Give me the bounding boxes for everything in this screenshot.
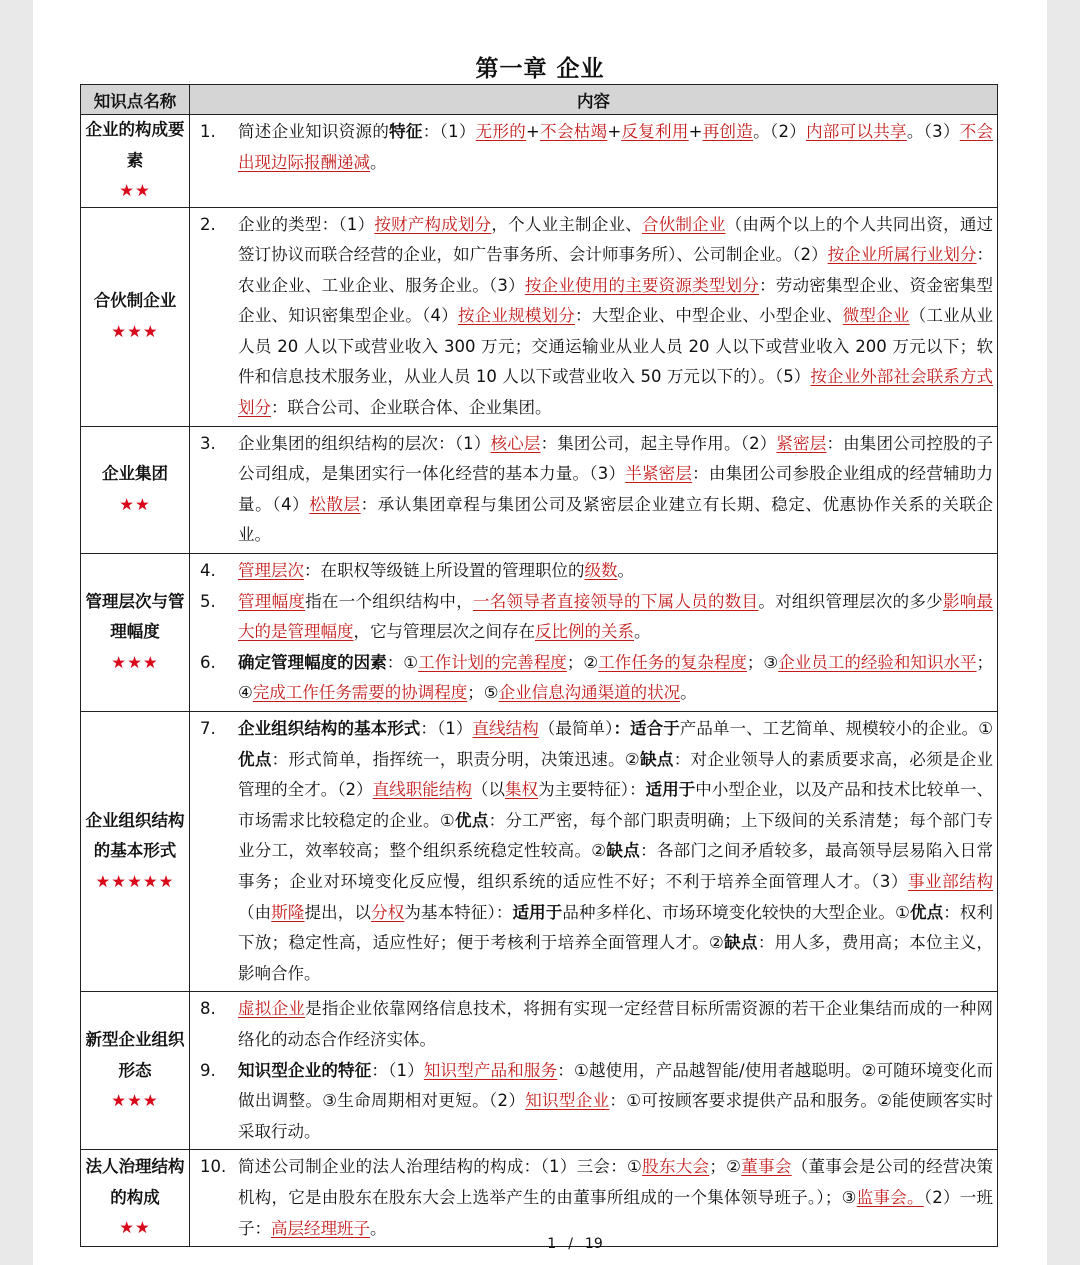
text-segment: ：（1） xyxy=(420,719,473,738)
key-term: 核心层 xyxy=(490,433,541,453)
key-term: 虚拟企业 xyxy=(238,999,306,1019)
bold-term: 优点 xyxy=(910,902,944,922)
content-cell xyxy=(190,115,998,208)
key-term: 管理幅度 xyxy=(238,591,306,611)
text-segment: ；② xyxy=(566,652,599,672)
text-segment: ：（1） xyxy=(371,1060,424,1080)
bold-term: ：适合于 xyxy=(613,719,680,738)
content-cell xyxy=(190,426,998,553)
key-term: 按企业外部社会联系方式划分 xyxy=(238,367,993,418)
item-text xyxy=(238,429,993,551)
item-number: 10. xyxy=(200,1157,227,1177)
bold-term: 缺点 xyxy=(606,841,641,861)
text-segment: 是指企业依靠网络信息技术，将拥有实现一定经营目标所需资源的若干企业集结而成的一种网络化的动态合作经济实体。 xyxy=(238,999,994,1049)
text-segment: 简述企业知识资源的 xyxy=(238,122,390,141)
bold-term: 确定管理幅度的因素 xyxy=(238,652,387,672)
key-term: 半紧密层 xyxy=(625,464,693,484)
content-cell xyxy=(190,712,998,992)
key-term: 监事会。 xyxy=(856,1187,924,1207)
key-term: 按企业规模划分 xyxy=(457,306,576,326)
knowledge-point-cell xyxy=(81,115,190,208)
content-cell xyxy=(190,992,998,1150)
key-term: 按财产构成划分 xyxy=(374,214,492,234)
importance-stars: ★★★★★ xyxy=(95,871,175,891)
item-text xyxy=(238,648,993,709)
key-term: 微型企业 xyxy=(842,306,910,326)
text-segment: ：各部门之间矛盾较多，最高领导层易陷入日常事务；企业对环境变化反应慢，组织系统的适应性不好；不利于培养全面管理人才。（3） xyxy=(238,841,994,891)
key-term: 董事会 xyxy=(741,1157,792,1177)
knowledge-point-cell xyxy=(81,712,190,992)
item-number: 2. xyxy=(200,214,216,234)
table-row xyxy=(81,1150,998,1247)
knowledge-table xyxy=(80,84,998,1247)
text-segment: 。 xyxy=(370,152,387,172)
text-segment: ：分工严密，每个部门职责明确；上下级间的关系清楚；每个部门专业分工，效率较高；整个组织系统稳定性较高。② xyxy=(238,810,994,861)
bold-term: 适用于 xyxy=(645,780,696,800)
importance-stars: ★★★ xyxy=(111,1091,159,1111)
knowledge-point-cell xyxy=(81,207,190,426)
text-segment: ：联合公司、企业联合体、企业集团。 xyxy=(271,398,552,418)
knowledge-point-name: 合伙制企业 xyxy=(93,291,177,311)
item-text xyxy=(238,994,993,1055)
text-segment: （以 xyxy=(471,780,505,800)
text-segment: + xyxy=(526,122,540,141)
bold-term: 企业组织结构的基本形式 xyxy=(238,719,421,738)
text-segment: 为基本特征）： xyxy=(404,902,513,922)
key-term: 完成工作任务需要的协调程度 xyxy=(252,683,468,703)
text-segment: 。（2） xyxy=(753,122,807,141)
bold-term: 优点 xyxy=(455,810,489,830)
text-segment: 。 xyxy=(680,683,697,703)
key-term: 再创造 xyxy=(702,122,754,141)
text-segment: ：形式简单，指挥统一，职责分明，决策迅速。② xyxy=(271,749,641,769)
text-segment: 简述公司制企业的法人治理结构的构成：（1）三会：① xyxy=(238,1157,643,1177)
header-content: 内容 xyxy=(190,85,998,115)
text-segment: ：① xyxy=(386,652,419,672)
text-segment: ：在职权等级链上所设置的管理职位的 xyxy=(304,561,585,581)
key-term: 集权 xyxy=(505,780,539,800)
text-segment: （由 xyxy=(238,902,272,922)
item-number: 6. xyxy=(200,652,216,672)
key-term: 松散层 xyxy=(309,494,361,514)
knowledge-point-name: 新型企业组织形态 xyxy=(85,1030,185,1080)
key-term: 一名领导者直接领导的下属人员的数目 xyxy=(472,591,759,611)
knowledge-point-name: 管理层次与管理幅度 xyxy=(85,591,185,642)
text-segment: 企业的类型：（1） xyxy=(238,214,375,234)
item-number: 3. xyxy=(200,433,216,453)
list-item xyxy=(196,1152,993,1244)
knowledge-point-cell xyxy=(81,1150,190,1247)
item-text xyxy=(238,210,993,424)
table-row xyxy=(81,426,998,553)
list-item xyxy=(196,556,993,587)
text-segment: ：①可按顾客要求提供产品和服务。②能使顾客实时采取行动。 xyxy=(238,1091,993,1141)
importance-stars: ★★ xyxy=(119,1218,151,1238)
text-segment: + xyxy=(607,122,622,141)
item-number: 5. xyxy=(200,591,216,611)
bold-term: 缺点 xyxy=(724,933,758,953)
text-segment: ；④ xyxy=(238,652,994,703)
key-term: 工作任务的复杂程度 xyxy=(598,652,747,672)
item-text xyxy=(238,1056,993,1148)
text-segment: 品种多样化、市场环境变化较快的大型企业。① xyxy=(562,902,910,922)
item-number: 9. xyxy=(200,1060,216,1080)
key-term: 按企业使用的主要资源类型划分 xyxy=(524,275,760,295)
key-term: 工作计划的完善程度 xyxy=(418,652,567,672)
knowledge-point-name: 企业的构成要素 xyxy=(85,120,185,170)
text-segment: （由两个以上的个人共同出资，通过签订协议而联合经营的企业，如广告事务所、会计师事务所）、公司制企业。（2） xyxy=(238,214,994,265)
current-page: 1 xyxy=(547,1236,557,1252)
chapter-title: 第一章 企业 xyxy=(475,56,605,82)
document-page xyxy=(33,0,1047,1265)
bold-term: 缺点 xyxy=(640,749,674,769)
list-item xyxy=(196,210,993,424)
key-term: 反复利用 xyxy=(621,122,689,141)
text-segment: ：集团公司，起主导作用。（2） xyxy=(540,433,777,453)
page-number xyxy=(33,1236,1047,1252)
key-term: 管理层次 xyxy=(238,561,304,581)
text-segment: ：劳动密集型企业、资金密集型企业、知识密集型企业。（4） xyxy=(238,275,994,326)
list-item xyxy=(196,587,993,648)
text-segment: ：对企业领导人的素质要求高，必须是企业管理的全才。（2） xyxy=(238,749,994,800)
key-term: 级数 xyxy=(584,561,618,581)
text-segment: 企业集团的组织结构的层次：（1） xyxy=(238,433,491,453)
list-item xyxy=(196,648,993,709)
item-text xyxy=(238,714,993,989)
key-term: 事业部结构 xyxy=(908,871,994,891)
content-cell xyxy=(190,207,998,426)
list-item xyxy=(196,714,993,989)
item-text xyxy=(238,1152,993,1244)
list-item xyxy=(196,1056,993,1148)
text-segment: （最简单） xyxy=(538,719,614,738)
text-segment: （工业从业人员 20 人以下或营业收入 300 万元；交通运输业从业人员 20 人以下或营业收入 200 万元以下；软件和信息技术服务业，从业人员 10 人以下或营业收入 50 万元以下的）。（5） xyxy=(238,306,994,387)
text-segment: ：承认集团章程与集团公司及紧密层企业建立有长期、稳定、优惠协作关系的关联企业。 xyxy=(238,494,994,545)
key-term: 直线职能结构 xyxy=(372,780,472,800)
text-segment: 。 xyxy=(634,622,651,642)
key-term: 内部可以共享 xyxy=(806,122,907,141)
list-item xyxy=(196,117,993,178)
text-segment: ：（1） xyxy=(422,122,476,141)
item-number: 7. xyxy=(200,719,216,738)
text-segment: ：大型企业、中型企业、小型企业、 xyxy=(575,306,843,326)
item-text xyxy=(238,117,993,178)
item-text xyxy=(238,587,993,648)
bold-term: 特征 xyxy=(389,122,423,141)
knowledge-point-name: 法人治理结构的构成 xyxy=(85,1157,185,1207)
header-knowledge-point: 知识点名称 xyxy=(81,85,190,115)
text-segment: ：①越使用，产品越智能/使用者越聪明。②可随环境变化而做出调整。③生命周期相对更短。（2） xyxy=(238,1060,994,1111)
list-item xyxy=(196,429,993,551)
bold-term: 知识型企业的特征 xyxy=(238,1060,372,1080)
key-term: 影响最大的是管理幅度 xyxy=(238,591,994,642)
key-term: 企业员工的经验和知识水平 xyxy=(778,652,977,672)
text-segment: 提出，以 xyxy=(304,902,372,922)
text-segment: ；⑤ xyxy=(467,683,499,703)
text-segment: 为主要特征）： xyxy=(538,780,646,800)
importance-stars: ★★★ xyxy=(111,321,159,341)
table-row xyxy=(81,712,998,992)
page-separator: / xyxy=(568,1236,573,1252)
table-row xyxy=(81,992,998,1150)
key-term: 企业信息沟通渠道的状况 xyxy=(498,683,681,703)
content-cell xyxy=(190,1150,998,1247)
text-segment: 中小型企业，以及产品和技术比较单一、市场需求比较稳定的企业。① xyxy=(238,780,994,830)
table-header-row xyxy=(81,85,998,115)
content-cell xyxy=(190,554,998,712)
key-term: 合伙制企业 xyxy=(641,214,726,234)
text-segment: ：由集团公司控股的子公司组成，是集团实行一体化经营的基本力量。（3） xyxy=(238,433,994,484)
importance-stars: ★★ xyxy=(119,494,151,514)
importance-stars: ★★★ xyxy=(111,652,159,672)
knowledge-point-cell xyxy=(81,992,190,1150)
key-term: 高层经理班子 xyxy=(271,1218,370,1238)
key-term: 股东大会 xyxy=(642,1157,710,1177)
key-term: 紧密层 xyxy=(776,433,827,453)
text-segment: ：用人多，费用高；本位主义，影响合作。 xyxy=(238,933,994,983)
text-segment: ；② xyxy=(709,1157,742,1177)
text-segment: ，它与管理层次之间存在 xyxy=(353,622,535,642)
list-item xyxy=(196,994,993,1055)
knowledge-point-cell xyxy=(81,554,190,712)
knowledge-point-name: 企业组织结构的基本形式 xyxy=(85,810,185,861)
table-body xyxy=(81,115,998,1247)
text-segment: 。对组织管理层次的多少 xyxy=(758,591,943,611)
table-row xyxy=(81,207,998,426)
item-number: 4. xyxy=(200,561,216,581)
key-term: 斯隆 xyxy=(271,902,305,922)
bold-term: 适用于 xyxy=(512,902,563,922)
text-segment: ，个人业主制企业、 xyxy=(491,214,642,234)
text-segment: （董事会是公司的经营决策机构，它是由股东在股东大会上选举产生的由董事所组成的一个集体领导班子。）；③ xyxy=(238,1157,994,1207)
item-number: 1. xyxy=(200,122,216,141)
table-row xyxy=(81,554,998,712)
item-number: 8. xyxy=(200,999,216,1019)
key-term: 按企业所属行业划分 xyxy=(827,245,977,265)
knowledge-point-cell xyxy=(81,426,190,553)
knowledge-point-name: 企业集团 xyxy=(102,464,168,484)
key-term: 知识型产品和服务 xyxy=(423,1060,558,1080)
text-segment: 。 xyxy=(370,1218,387,1238)
text-segment: 。 xyxy=(617,561,634,581)
key-term: 直线结构 xyxy=(472,719,539,738)
total-pages: 19 xyxy=(584,1236,603,1252)
text-segment: ；③ xyxy=(746,652,779,672)
key-term: 分权 xyxy=(371,902,405,922)
text-segment: 。（3） xyxy=(906,122,960,141)
text-segment: ：由集团公司参股企业组成的经营辅助力量。（4） xyxy=(238,464,994,514)
text-segment: 产品单一、工艺简单、规模较小的企业。① xyxy=(679,719,994,738)
text-segment: ：农业企业、工业企业、服务企业。（3） xyxy=(238,245,994,295)
bold-term: 优点 xyxy=(238,749,272,769)
key-term: 知识型企业 xyxy=(525,1091,610,1111)
key-term: 不会出现边际报酬递减 xyxy=(238,122,994,172)
item-text xyxy=(238,556,993,587)
key-term: 反比例的关系 xyxy=(535,622,634,642)
key-term: 无形的 xyxy=(475,122,527,141)
key-term: 不会枯竭 xyxy=(539,122,608,141)
text-segment: 指在一个组织结构中， xyxy=(305,591,473,611)
text-segment: ：权利下放；稳定性高，适应性好；便于考核利于培养全面管理人才。② xyxy=(238,902,994,953)
table-row xyxy=(81,115,998,208)
importance-stars: ★★ xyxy=(119,181,151,200)
text-segment: （2）一班子： xyxy=(238,1187,994,1238)
text-segment: + xyxy=(688,122,703,141)
